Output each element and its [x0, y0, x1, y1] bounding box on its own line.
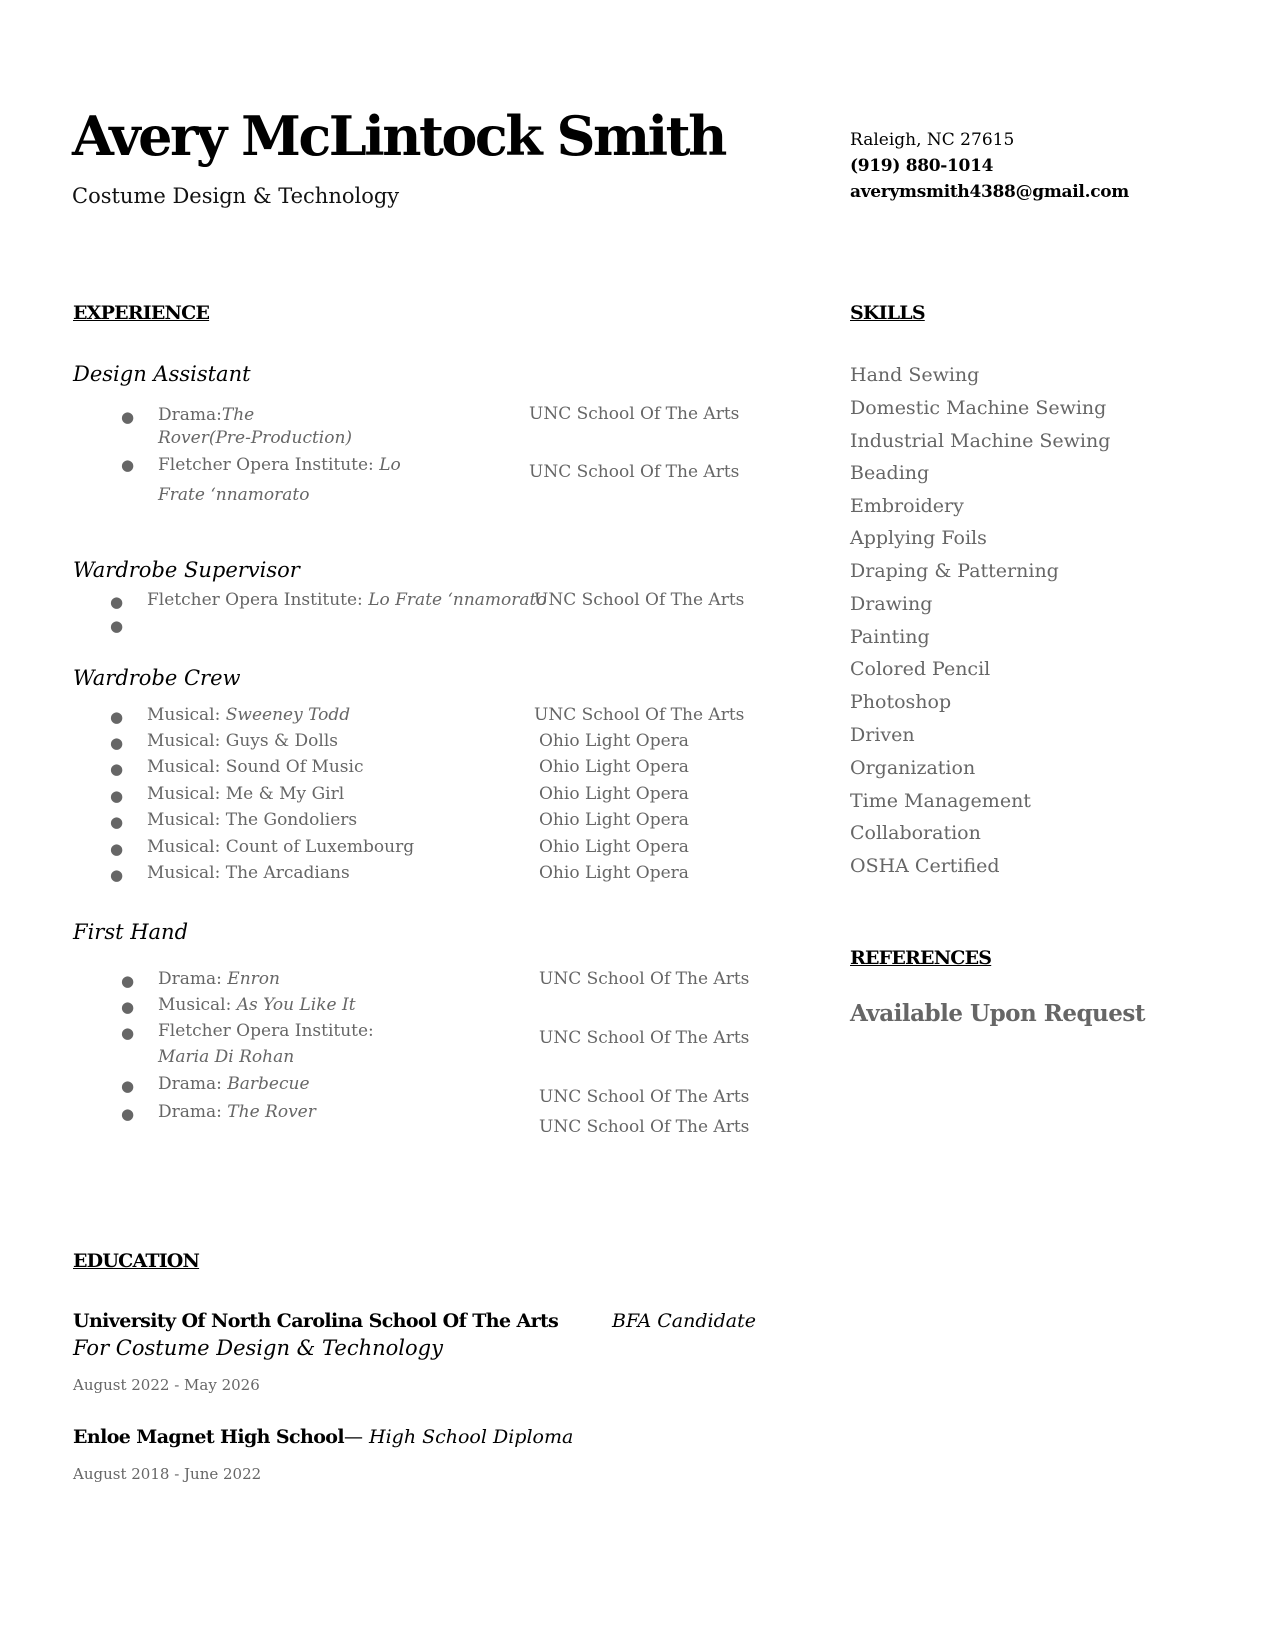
venue: UNC School Of The Arts — [529, 462, 740, 482]
bullet-icon: ● — [121, 1077, 135, 1095]
venue: UNC School Of The Arts — [539, 1087, 750, 1107]
skill-item: Beading — [850, 462, 930, 484]
skill-item: Time Management — [850, 790, 1031, 812]
education-program: For Costume Design & Technology — [73, 1336, 443, 1360]
list-item: Fletcher Opera Institute: — [158, 1021, 374, 1041]
list-item: Musical: Sound Of Music — [147, 757, 364, 777]
skill-item: Collaboration — [850, 822, 981, 844]
skill-item: Applying Foils — [850, 527, 987, 549]
contact-phone: (919) 880-1014 — [850, 156, 994, 176]
skill-item: Colored Pencil — [850, 658, 991, 680]
venue: Ohio Light Opera — [539, 837, 689, 857]
bullet-icon: ● — [121, 1105, 135, 1123]
bullet-icon: ● — [110, 593, 124, 611]
contact-email: averymsmith4388@gmail.com — [850, 182, 1129, 202]
skill-item: Domestic Machine Sewing — [850, 397, 1107, 419]
list-item: Musical: Me & My Girl — [147, 784, 345, 804]
experience-heading: EXPERIENCE — [73, 302, 210, 324]
bullet-icon: ● — [121, 1024, 135, 1042]
bullet-icon: ● — [110, 787, 124, 805]
education-heading: EDUCATION — [73, 1250, 200, 1272]
bullet-icon: ● — [121, 456, 135, 474]
list-item: Drama: Enron — [158, 969, 280, 989]
skill-item: Embroidery — [850, 495, 964, 517]
skill-item: Drawing — [850, 593, 933, 615]
list-item-continued: Rover(Pre-Production) — [158, 428, 353, 448]
role-design-assistant: Design Assistant — [73, 362, 251, 386]
candidate-name: Avery McLintock Smith — [72, 104, 725, 168]
references-text: Available Upon Request — [850, 1000, 1145, 1027]
bullet-icon: ● — [110, 617, 124, 635]
list-item: Drama: The Rover — [158, 1102, 316, 1122]
venue: Ohio Light Opera — [539, 757, 689, 777]
education-dates: August 2022 - May 2026 — [73, 1376, 260, 1394]
list-item: Musical: Count of Luxembourg — [147, 837, 415, 857]
list-item: Drama:The — [158, 405, 255, 425]
list-item: Musical: As You Like It — [158, 995, 356, 1015]
venue: UNC School Of The Arts — [539, 1028, 750, 1048]
list-item: Fletcher Opera Institute: Lo Frate ‘nnamorato — [147, 590, 547, 610]
education-degree: BFA Candidate — [612, 1310, 756, 1332]
list-item: Musical: Guys & Dolls — [147, 731, 339, 751]
skill-item: Organization — [850, 757, 976, 779]
bullet-icon: ● — [110, 760, 124, 778]
bullet-icon: ● — [110, 840, 124, 858]
role-wardrobe-supervisor: Wardrobe Supervisor — [73, 558, 300, 582]
list-item-continued: Maria Di Rohan — [158, 1047, 295, 1067]
bullet-icon: ● — [121, 408, 135, 426]
venue: UNC School Of The Arts — [534, 590, 745, 610]
venue: UNC School Of The Arts — [534, 705, 745, 725]
list-item: Drama: Barbecue — [158, 1074, 310, 1094]
education-school: University Of North Carolina School Of The Arts — [73, 1310, 559, 1332]
skill-item: Hand Sewing — [850, 364, 980, 386]
education-separator: — — [343, 1426, 370, 1448]
candidate-subtitle: Costume Design & Technology — [72, 184, 400, 208]
list-item: Musical: Sweeney Todd — [147, 705, 351, 725]
skill-item: Photoshop — [850, 691, 952, 713]
bullet-icon: ● — [110, 866, 124, 884]
skill-item: Draping & Patterning — [850, 560, 1059, 582]
skill-item: Driven — [850, 724, 915, 746]
skills-heading: SKILLS — [850, 302, 925, 324]
venue: Ohio Light Opera — [539, 810, 689, 830]
venue: UNC School Of The Arts — [529, 404, 740, 424]
role-first-hand: First Hand — [73, 920, 189, 944]
role-wardrobe-crew: Wardrobe Crew — [73, 666, 241, 690]
skill-item: Industrial Machine Sewing — [850, 430, 1111, 452]
bullet-icon: ● — [110, 734, 124, 752]
bullet-icon: ● — [121, 998, 135, 1016]
venue: UNC School Of The Arts — [539, 1117, 750, 1137]
venue: UNC School Of The Arts — [539, 969, 750, 989]
education-dates: August 2018 - June 2022 — [73, 1465, 262, 1483]
list-item-continued: Frate ‘nnamorato — [158, 485, 310, 505]
references-heading: REFERENCES — [850, 947, 992, 969]
education-degree: High School Diploma — [369, 1426, 574, 1448]
venue: Ohio Light Opera — [539, 731, 689, 751]
venue: Ohio Light Opera — [539, 863, 689, 883]
bullet-icon: ● — [110, 708, 124, 726]
skill-item: Painting — [850, 626, 930, 648]
bullet-icon: ● — [121, 972, 135, 990]
list-item: Fletcher Opera Institute: Lo — [158, 455, 401, 475]
education-entry — [73, 1426, 573, 1448]
venue: Ohio Light Opera — [539, 784, 689, 804]
education-school: Enloe Magnet High School — [73, 1426, 344, 1448]
skill-item: OSHA Certified — [850, 855, 1000, 877]
contact-address: Raleigh, NC 27615 — [850, 130, 1015, 150]
bullet-icon: ● — [110, 813, 124, 831]
list-item: Musical: The Arcadians — [147, 863, 350, 883]
list-item: Musical: The Gondoliers — [147, 810, 358, 830]
